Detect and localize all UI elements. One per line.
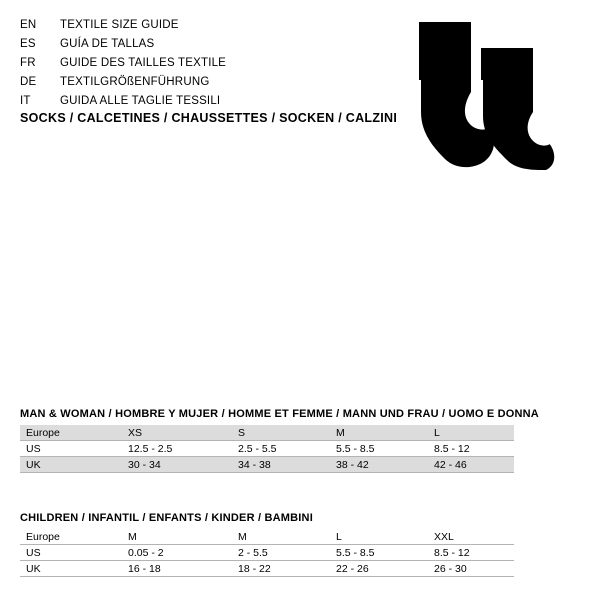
table-cell: L: [330, 529, 428, 545]
table-row: [20, 561, 514, 577]
table-cell: 5.5 - 8.5: [330, 545, 428, 561]
language-code: ES: [20, 38, 36, 50]
table-cell: US: [20, 441, 122, 457]
language-row: [20, 16, 360, 35]
table-cell: UK: [20, 457, 122, 473]
table-cell: 2.5 - 5.5: [232, 441, 330, 457]
table-cell: 5.5 - 8.5: [330, 441, 428, 457]
table-row: [20, 529, 514, 545]
page-subtitle: SOCKS / CALCETINES / CHAUSSETTES / SOCKEN / CALZINI: [20, 111, 398, 125]
table-cell: 2 - 5.5: [232, 545, 330, 561]
table-cell: L: [428, 425, 514, 441]
table-row: [20, 457, 514, 473]
table-cell: 0.05 - 2: [122, 545, 232, 561]
language-text: TEXTILE SIZE GUIDE: [60, 19, 179, 31]
table-title: MAN & WOMAN / HOMBRE Y MUJER / HOMME ET FEMME / MANN UND FRAU / UOMO E DONNA: [20, 408, 539, 420]
table-section-man-woman: [20, 408, 580, 473]
table-cell: 42 - 46: [428, 457, 514, 473]
table-cell: M: [122, 529, 232, 545]
table-cell: S: [232, 425, 330, 441]
language-row: [20, 73, 360, 92]
table-cell: 22 - 26: [330, 561, 428, 577]
table-cell: XS: [122, 425, 232, 441]
language-code: EN: [20, 19, 37, 31]
language-row: [20, 35, 360, 54]
language-code: DE: [20, 76, 37, 88]
table-cell: 26 - 30: [428, 561, 514, 577]
table-cell: 16 - 18: [122, 561, 232, 577]
language-text: GUIDA ALLE TAGLIE TESSILI: [60, 95, 221, 107]
language-row: [20, 54, 360, 73]
language-row: [20, 92, 360, 111]
size-table-man-woman: [20, 425, 514, 473]
table-cell: 34 - 38: [232, 457, 330, 473]
language-text: GUÍA DE TALLAS: [60, 38, 155, 50]
table-cell: Europe: [20, 425, 122, 441]
language-text: GUIDE DES TAILLES TEXTILE: [60, 57, 227, 69]
table-cell: 18 - 22: [232, 561, 330, 577]
language-list: [20, 16, 360, 111]
table-section-children: [20, 512, 580, 577]
table-cell: 38 - 42: [330, 457, 428, 473]
table-row: [20, 441, 514, 457]
language-code: IT: [20, 95, 31, 107]
table-cell: UK: [20, 561, 122, 577]
table-cell: 12.5 - 2.5: [122, 441, 232, 457]
table-title: CHILDREN / INFANTIL / ENFANTS / KINDER / BAMBINI: [20, 512, 313, 524]
socks-icon: [405, 20, 565, 170]
language-code: FR: [20, 57, 36, 69]
table-cell: Europe: [20, 529, 122, 545]
table-cell: XXL: [428, 529, 514, 545]
table-cell: 8.5 - 12: [428, 545, 514, 561]
table-cell: US: [20, 545, 122, 561]
table-row: [20, 545, 514, 561]
language-text: TEXTILGRÖßENFÜHRUNG: [60, 76, 210, 88]
table-cell: 30 - 34: [122, 457, 232, 473]
table-cell: M: [232, 529, 330, 545]
size-table-children: [20, 529, 514, 577]
table-cell: 8.5 - 12: [428, 441, 514, 457]
table-cell: M: [330, 425, 428, 441]
table-row: [20, 425, 514, 441]
